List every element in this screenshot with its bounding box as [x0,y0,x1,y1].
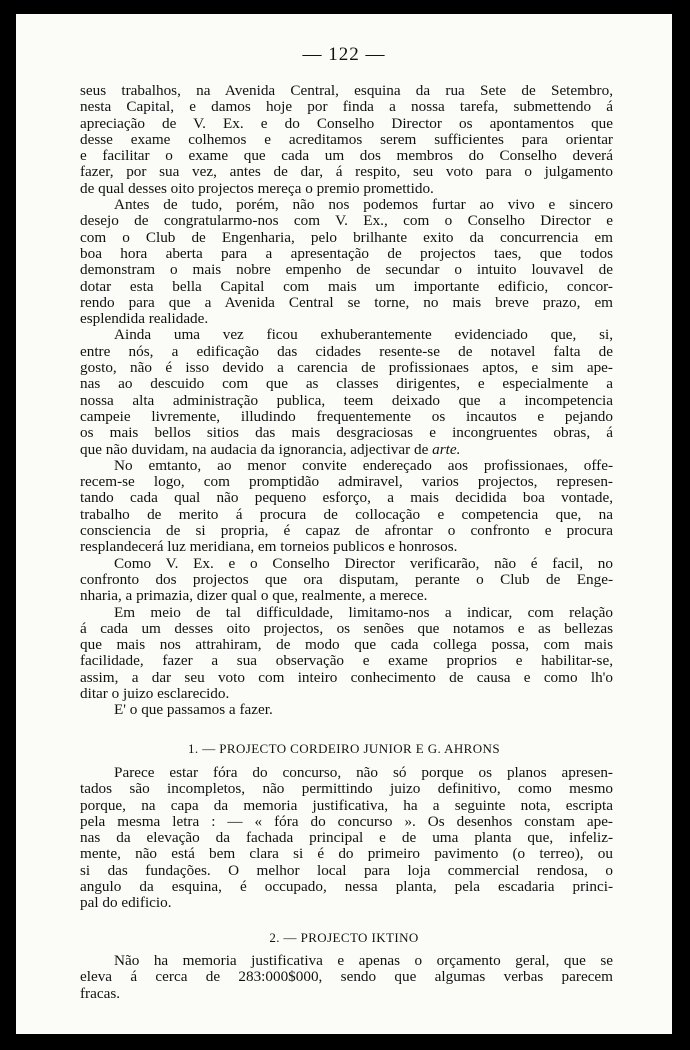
text-line: trabalho de merito á procura de collocação e competencia que, na [80,506,613,523]
text-line: pal do edificio. [80,895,172,912]
text-line: que mais nos attrahiram, de modo que cada collega possa, com mais [80,637,613,654]
text-line: recem-se logo, com promptidão admiravel, varios projectos, represen- [80,474,613,491]
text-line: eleva á cerca de 283:000$000, sendo que algumas verbas parecem [80,969,613,986]
text-line: angulo da esquina, é occupado, nessa planta, pela escadaria princi- [80,879,613,896]
section-2-text [80,953,613,1002]
text-line: desejo de congratularmo-nos com V. Ex., com o Conselho Director e [80,213,613,230]
text-line: fracas. [80,985,121,1002]
text-line: ditar o juizo esclarecido. [80,685,230,702]
text-line: facilidade, fazer a sua observação e exame proprios e habilitar-se, [80,653,613,670]
text-line: gosto, não é isso devido a carencia de profissionaes aptos, e sim ape- [80,360,613,377]
text-line: Não ha memoria justificativa e apenas o orçamento geral, que se [114,953,613,969]
text-line: nossa alta administração publica, teem deixado que a incompetencia [80,392,613,409]
text-line: rendo para que a Avenida Central se torne, no mais breve prazo, em [80,294,613,311]
text-line: entre nós, a edificação das cidades resente-se de notavel falta de [80,343,613,360]
text-line: porque, na capa da memoria justificativa, ha a seguinte nota, escripta [80,797,613,814]
text-line: Como V. Ex. e o Conselho Director verificarão, não é facil, no [114,555,613,572]
text-line: fazer, por sua vez, antes de dar, á respito, seu voto para o julgamento [80,164,613,181]
text-line: apreciação de V. Ex. e do Conselho Director os apontamentos que [80,115,613,132]
body-text [80,83,613,719]
text-line: Ainda uma vez ficou exhuberantemente evidenciado que, si, [114,327,613,344]
text-line: dotar esta bella Capital com mais um importante edificio, concor- [80,278,613,295]
text-line: pela mesma letra : — « fóra do concurso ». Os desenhos constam ape- [80,813,613,830]
text-line: confronto dos projectos que ora disputam, perante o Club de Enge- [80,571,613,588]
text-line: demonstram o mais nobre empenho de secundar o intuito louvavel de [80,262,613,279]
text-line: mente, não está bem clara si é do primeiro pavimento (o terreo), ou [80,846,613,863]
text-line: com o Club de Engenharia, pelo brilhante exito da concurrencia em [80,229,613,246]
text-line: nas ao descuido com que as classes dirigentes, e especialmente a [80,376,613,393]
text-line: nharia, a primazia, dizer qual o que, realmente, a merece. [80,588,428,605]
text-line: resplandecerá luz meridiana, em torneios publicos e honrosos. [80,539,458,556]
text-line: boa hora aberta para a apresentação de projectos taes, que todos [80,245,613,262]
section-heading-2: 2. — PROJECTO IKTINO [269,930,419,945]
text-line: tando cada qual não pequeno esforço, a mais decidida boa vontade, [80,490,613,507]
italic-word: arte. [432,441,461,458]
text-line: Em meio de tal difficuldade, limitamo-nos a indicar, com relação [114,604,613,621]
text-line: tados são incompletos, não permittindo juizo definitivo, como mesmo [80,781,613,798]
text-line: Antes de tudo, porém, não nos podemos furtar ao vivo e sincero [114,197,613,214]
text-line: consciencia de si propria, é capaz de afrontar o confronto e procura [80,523,613,540]
text-line: seus trabalhos, na Avenida Central, esquina da rua Sete de Setembro, [80,83,613,99]
text-line: No emtanto, ao menor convite endereçado aos profissionaes, offe- [114,457,613,474]
text-line: campeie livremente, illudindo frequentemente os incautos e pejando [80,408,613,425]
text-line: os mais bellos sitios das mais desgraciosas e incongruentes obras, á [80,425,613,442]
page-number: — 122 — [302,44,386,65]
text-line: Parece estar fóra do concurso, não só porque os planos apresen- [114,765,613,781]
text-line: assim, a dar seu voto com inteiro conhecimento de causa e como lh'o [80,669,613,686]
document-page [16,14,672,1034]
text-line: desse exame colhemos e acreditamos serem sufficientes para orientar [80,131,613,148]
text-line: e facilitar o exame que cada um dos membros do Conselho deverá [80,148,613,165]
text-line: esplendida realidade. [80,311,209,328]
section-1-text [80,765,613,912]
text-line: nas da elevação da fachada principal e de uma planta que, infeliz- [80,830,613,847]
text-line: á cada um desses oito projectos, os senões que notamos e as bellezas [80,620,613,637]
text-line: que não duvidam, na audacia da ignorancia, adjectivar de arte. [80,441,461,458]
text-line: E' o que passamos a fazer. [114,702,273,719]
section-heading-1: 1. — PROJECTO CORDEIRO JUNIOR E G. AHRONS [188,741,500,756]
text-line: nesta Capital, e damos hoje por finda a nossa tarefa, submettendo á [80,99,613,116]
text-line: de qual desses oito projectos mereça o premio promettido. [80,180,434,197]
text-line: si das fundações. O melhor local para loja commercial rendosa, o [80,862,613,879]
